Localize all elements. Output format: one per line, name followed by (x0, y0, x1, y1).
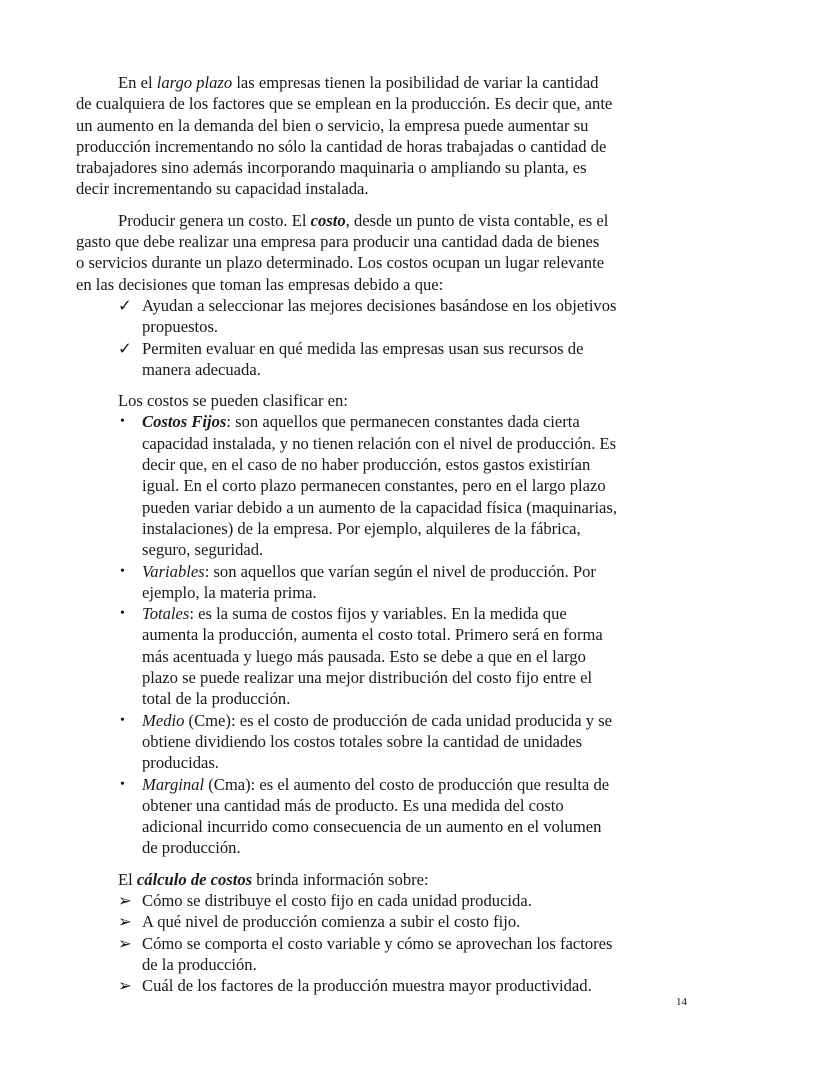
list-item-totales: • Totales: es la suma de costos fijos y variables. En la medida que aumenta la producción, aumenta el costo total. Primero será en forma más acentuada y luego más pausada. Esto se debe a que en el largo plazo se puede realizar una mejor distribución del costo fijo entre el total de la producción. (120, 604, 603, 709)
term-costo: costo (310, 210, 346, 230)
list-item-costos-fijos: • Costos Fijos: son aquellos que permanecen constantes dada cierta capacidad instalada, y no tienen relación con el nivel de producción. Es decir que, en el caso de no haber producción, estos gastos existirían igual. En el corto plazo permanecen constantes, pero en el largo plazo pueden variar debido a un aumento de la capacidad física (maquinarias, instalaciones) de la empresa. Por ejemplo, alquileres de la fábrica, seguro, seguridad. (120, 412, 618, 560)
arrow-bullet-icon: ➢ (118, 912, 132, 932)
checkmark-icon: ✓ (118, 295, 132, 315)
page-number: 14 (676, 996, 687, 1008)
list-item-marginal: • Marginal (Cma): es el aumento del costo de producción que resulta de obtener una cantidad más de producto. Es una medida del costo adicional incurrido como consecuencia de un aumento en el volumen de producción. (120, 774, 610, 858)
bullet-icon: • (120, 414, 125, 430)
arrow-bullet-icon: ➢ (118, 933, 132, 953)
bullet-icon: • (120, 563, 125, 579)
cost-types-list (76, 411, 696, 858)
paragraph-costo: Producir genera un costo. El costo, desde un punto de vista contable, es el gasto que debe realizar una empresa para producir una cantidad dada de bienes o servicios durante un plazo determinado. Los costos ocupan un lugar relevante en las decisiones que toman las empresas debido a que: (76, 210, 609, 294)
checkmark-icon: ✓ (118, 338, 132, 358)
arrow-bullet-icon: ➢ (118, 890, 132, 910)
bullet-icon: • (120, 776, 125, 792)
arrow-list (76, 890, 696, 996)
list-item: ➢ Cómo se distribuye el costo fijo en cada unidad producida. (118, 890, 532, 910)
list-item-variables: • Variables: son aquellos que varían según el nivel de producción. Por ejemplo, la materia prima. (120, 561, 596, 602)
bullet-icon: • (120, 712, 125, 728)
document-page (76, 72, 696, 996)
classify-intro: Los costos se pueden clasificar en: (118, 391, 348, 411)
arrow-bullet-icon: ➢ (118, 976, 132, 996)
paragraph-largo-plazo: En el largo plazo las empresas tienen la posibilidad de variar la cantidad de cualquiera de los factores que se emplean en la producción. Es decir que, ante un aumento en la demanda del bien o servicio, la empresa puede aumentar su producción incrementando no sólo la cantidad de horas trabajadas o cantidad de trabajadores sino además incorporando maquinaria o ampliando su planta, es decir incrementando su capacidad instalada. (76, 73, 613, 199)
list-item: ✓ Permiten evaluar en qué medida las empresas usan sus recursos de manera adecuada. (118, 338, 584, 379)
list-item: ✓ Ayudan a seleccionar las mejores decisiones basándose en los objetivos propuestos. (118, 295, 617, 337)
term-largo-plazo: largo plazo (156, 73, 233, 92)
bullet-icon: • (120, 606, 125, 622)
check-list (76, 295, 696, 380)
list-item-medio: • Medio (Cme): es el costo de producción de cada unidad producida y se obtiene dividiendo los costos totales sobre la cantidad de unidades producidas. (120, 710, 613, 773)
list-item: ➢ Cuál de los factores de la producción muestra mayor productividad. (118, 976, 592, 996)
list-item: ➢ Cómo se comporta el costo variable y cómo se aprovechan los factores de la producción. (118, 933, 613, 974)
list-item: ➢ A qué nivel de producción comienza a subir el costo fijo. (118, 912, 521, 932)
calculo-intro: El cálculo de costos brinda información sobre: (118, 869, 429, 889)
